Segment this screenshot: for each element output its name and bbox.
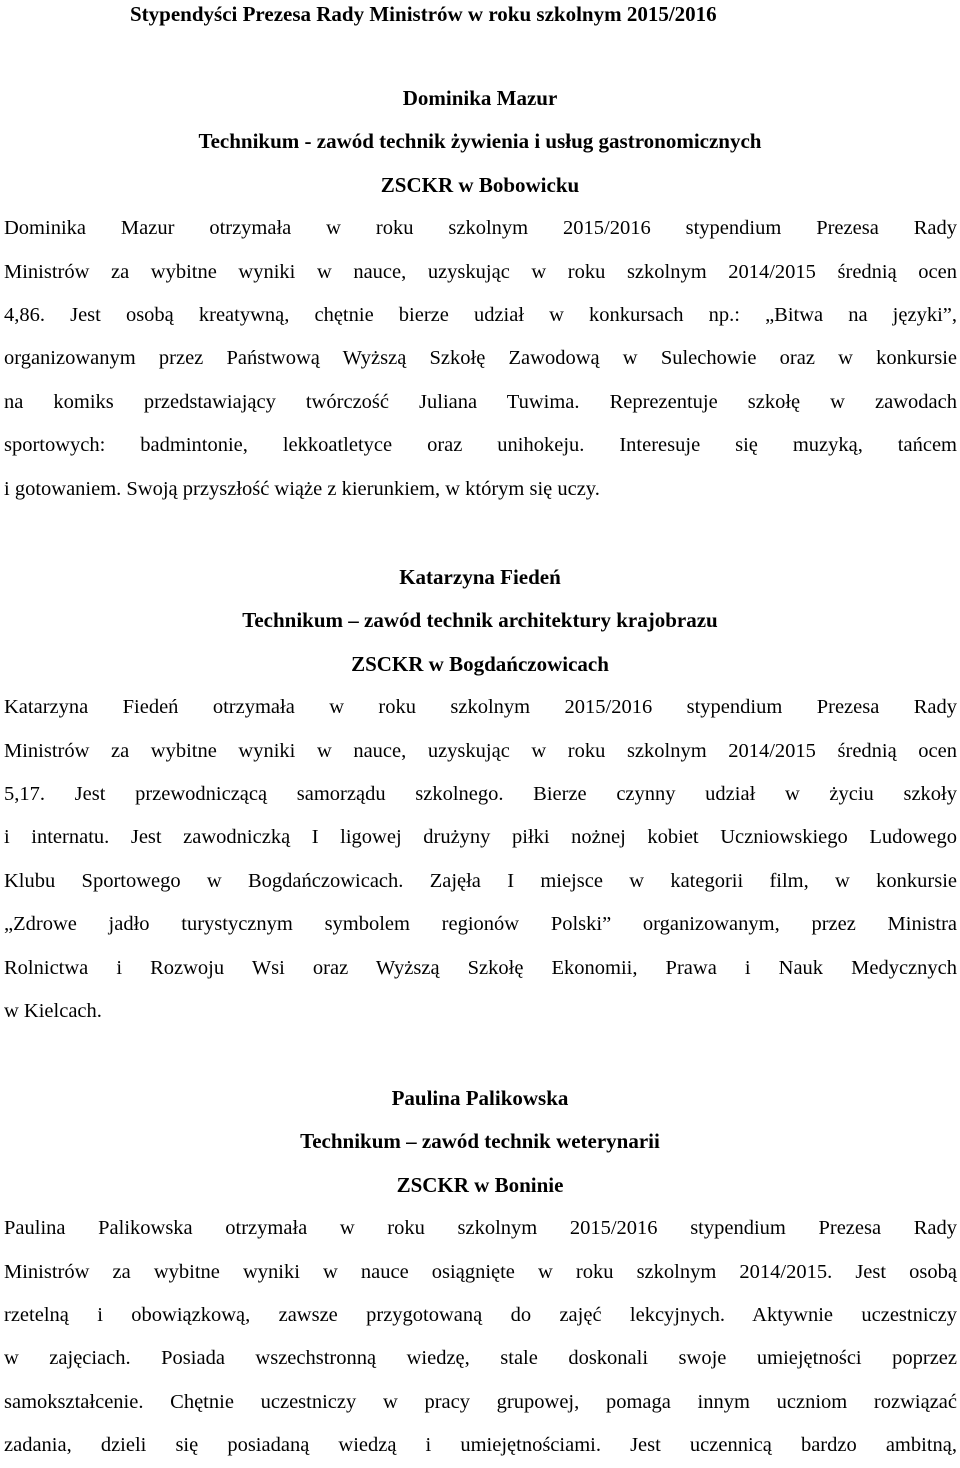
scholar-name: Dominika Mazur xyxy=(402,86,558,110)
description-line: Ministrów za wybitne wyniki w nauce osiągnięte w roku szkolnym 2014/2015. Jest osobą xyxy=(4,1260,957,1283)
description-line: zadania, dzieli się posiadaną wiedzą i umiejętnościami. Jest uczennicą bardzo ambitną, xyxy=(4,1434,957,1457)
description-line: Rolnictwa i Rozwoju Wsi oraz Wyższą Szkołę Ekonomii, Prawa i Nauk Medycznych xyxy=(4,956,957,979)
scholar-school-type: Technikum – zawód technik architektury krajobrazu xyxy=(242,608,718,633)
description-line: w Kielcach. xyxy=(4,999,102,1022)
scholar-section-fieden xyxy=(0,556,960,1033)
scholar-school-type: Technikum - zawód technik żywienia i usług gastronomicznych xyxy=(198,129,762,154)
scholar-name: Paulina Palikowska xyxy=(391,1086,569,1110)
scholar-section-mazur xyxy=(0,77,960,511)
description-line: i gotowaniem. Swoją przyszłość wiąże z kierunkiem, w którym się uczy. xyxy=(4,477,600,500)
description-line: na komiks przedstawiający twórczość Juliana Tuwima. Reprezentuje szkołę w zawodach xyxy=(4,390,957,413)
scholar-description xyxy=(0,1207,960,1467)
description-line: 5,17. Jest przewodniczącą samorządu szkolnego. Bierze czynny udział w życiu szkoły xyxy=(4,783,957,805)
description-line: Paulina Palikowska otrzymała w roku szkolnym 2015/2016 stypendium Prezesa Rady xyxy=(4,1217,957,1240)
scholar-school-type: Technikum – zawód technik weterynarii xyxy=(300,1129,660,1154)
description-line: Ministrów za wybitne wyniki w nauce, uzyskując w roku szkolnym 2014/2015 średnią ocen xyxy=(4,260,957,283)
description-line: i internatu. Jest zawodniczką I ligowej drużyny piłki nożnej kobiet Uczniowskiego Ludowego xyxy=(4,826,957,849)
scholar-description xyxy=(0,207,960,511)
description-line: 4,86. Jest osobą kreatywną, chętnie bierze udział w konkursach np.: „Bitwa na języki”, xyxy=(4,304,957,326)
scholar-school: ZSCKR w Bobowicku xyxy=(380,172,580,197)
description-line: Katarzyna Fiedeń otrzymała w roku szkolnym 2015/2016 stypendium Prezesa Rady xyxy=(4,696,957,719)
description-line: w zajęciach. Posiada wszechstronną wiedzę, stale doskonali swoje umiejętności poprzez xyxy=(4,1347,957,1370)
scholar-school: ZSCKR w Bogdańczowicach xyxy=(351,651,609,676)
scholar-section-palikowska xyxy=(0,1077,960,1468)
description-line: „Zdrowe jadło turystycznym symbolem regionów Polski” organizowanym, przez Ministra xyxy=(4,913,957,936)
description-line: samokształcenie. Chętnie uczestniczy w pracy grupowej, pomaga innym uczniom rozwiązać xyxy=(4,1390,957,1413)
scholar-name: Katarzyna Fiedeń xyxy=(399,565,561,589)
description-line: Dominika Mazur otrzymała w roku szkolnym 2015/2016 stypendium Prezesa Rady xyxy=(4,217,957,240)
description-line: Klubu Sportowego w Bogdańczowicach. Zajęła I miejsce w kategorii film, w konkursie xyxy=(4,869,957,892)
description-line: sportowych: badmintonie, lekkoatletyce oraz unihokeju. Interesuje się muzyką, tańcem xyxy=(4,434,957,457)
document-title: Stypendyści Prezesa Rady Ministrów w roku szkolnym 2015/2016 xyxy=(130,2,717,26)
description-line: Ministrów za wybitne wyniki w nauce, uzyskując w roku szkolnym 2014/2015 średnią ocen xyxy=(4,739,957,762)
description-line: organizowanym przez Państwową Wyższą Szkołę Zawodową w Sulechowie oraz w konkursie xyxy=(4,347,957,370)
scholar-description xyxy=(0,686,960,1033)
description-line: rzetelną i obowiązkową, zawsze przygotowaną do zajęć lekcyjnych. Aktywnie uczestniczy xyxy=(4,1304,957,1326)
scholar-school: ZSCKR w Boninie xyxy=(396,1172,564,1197)
